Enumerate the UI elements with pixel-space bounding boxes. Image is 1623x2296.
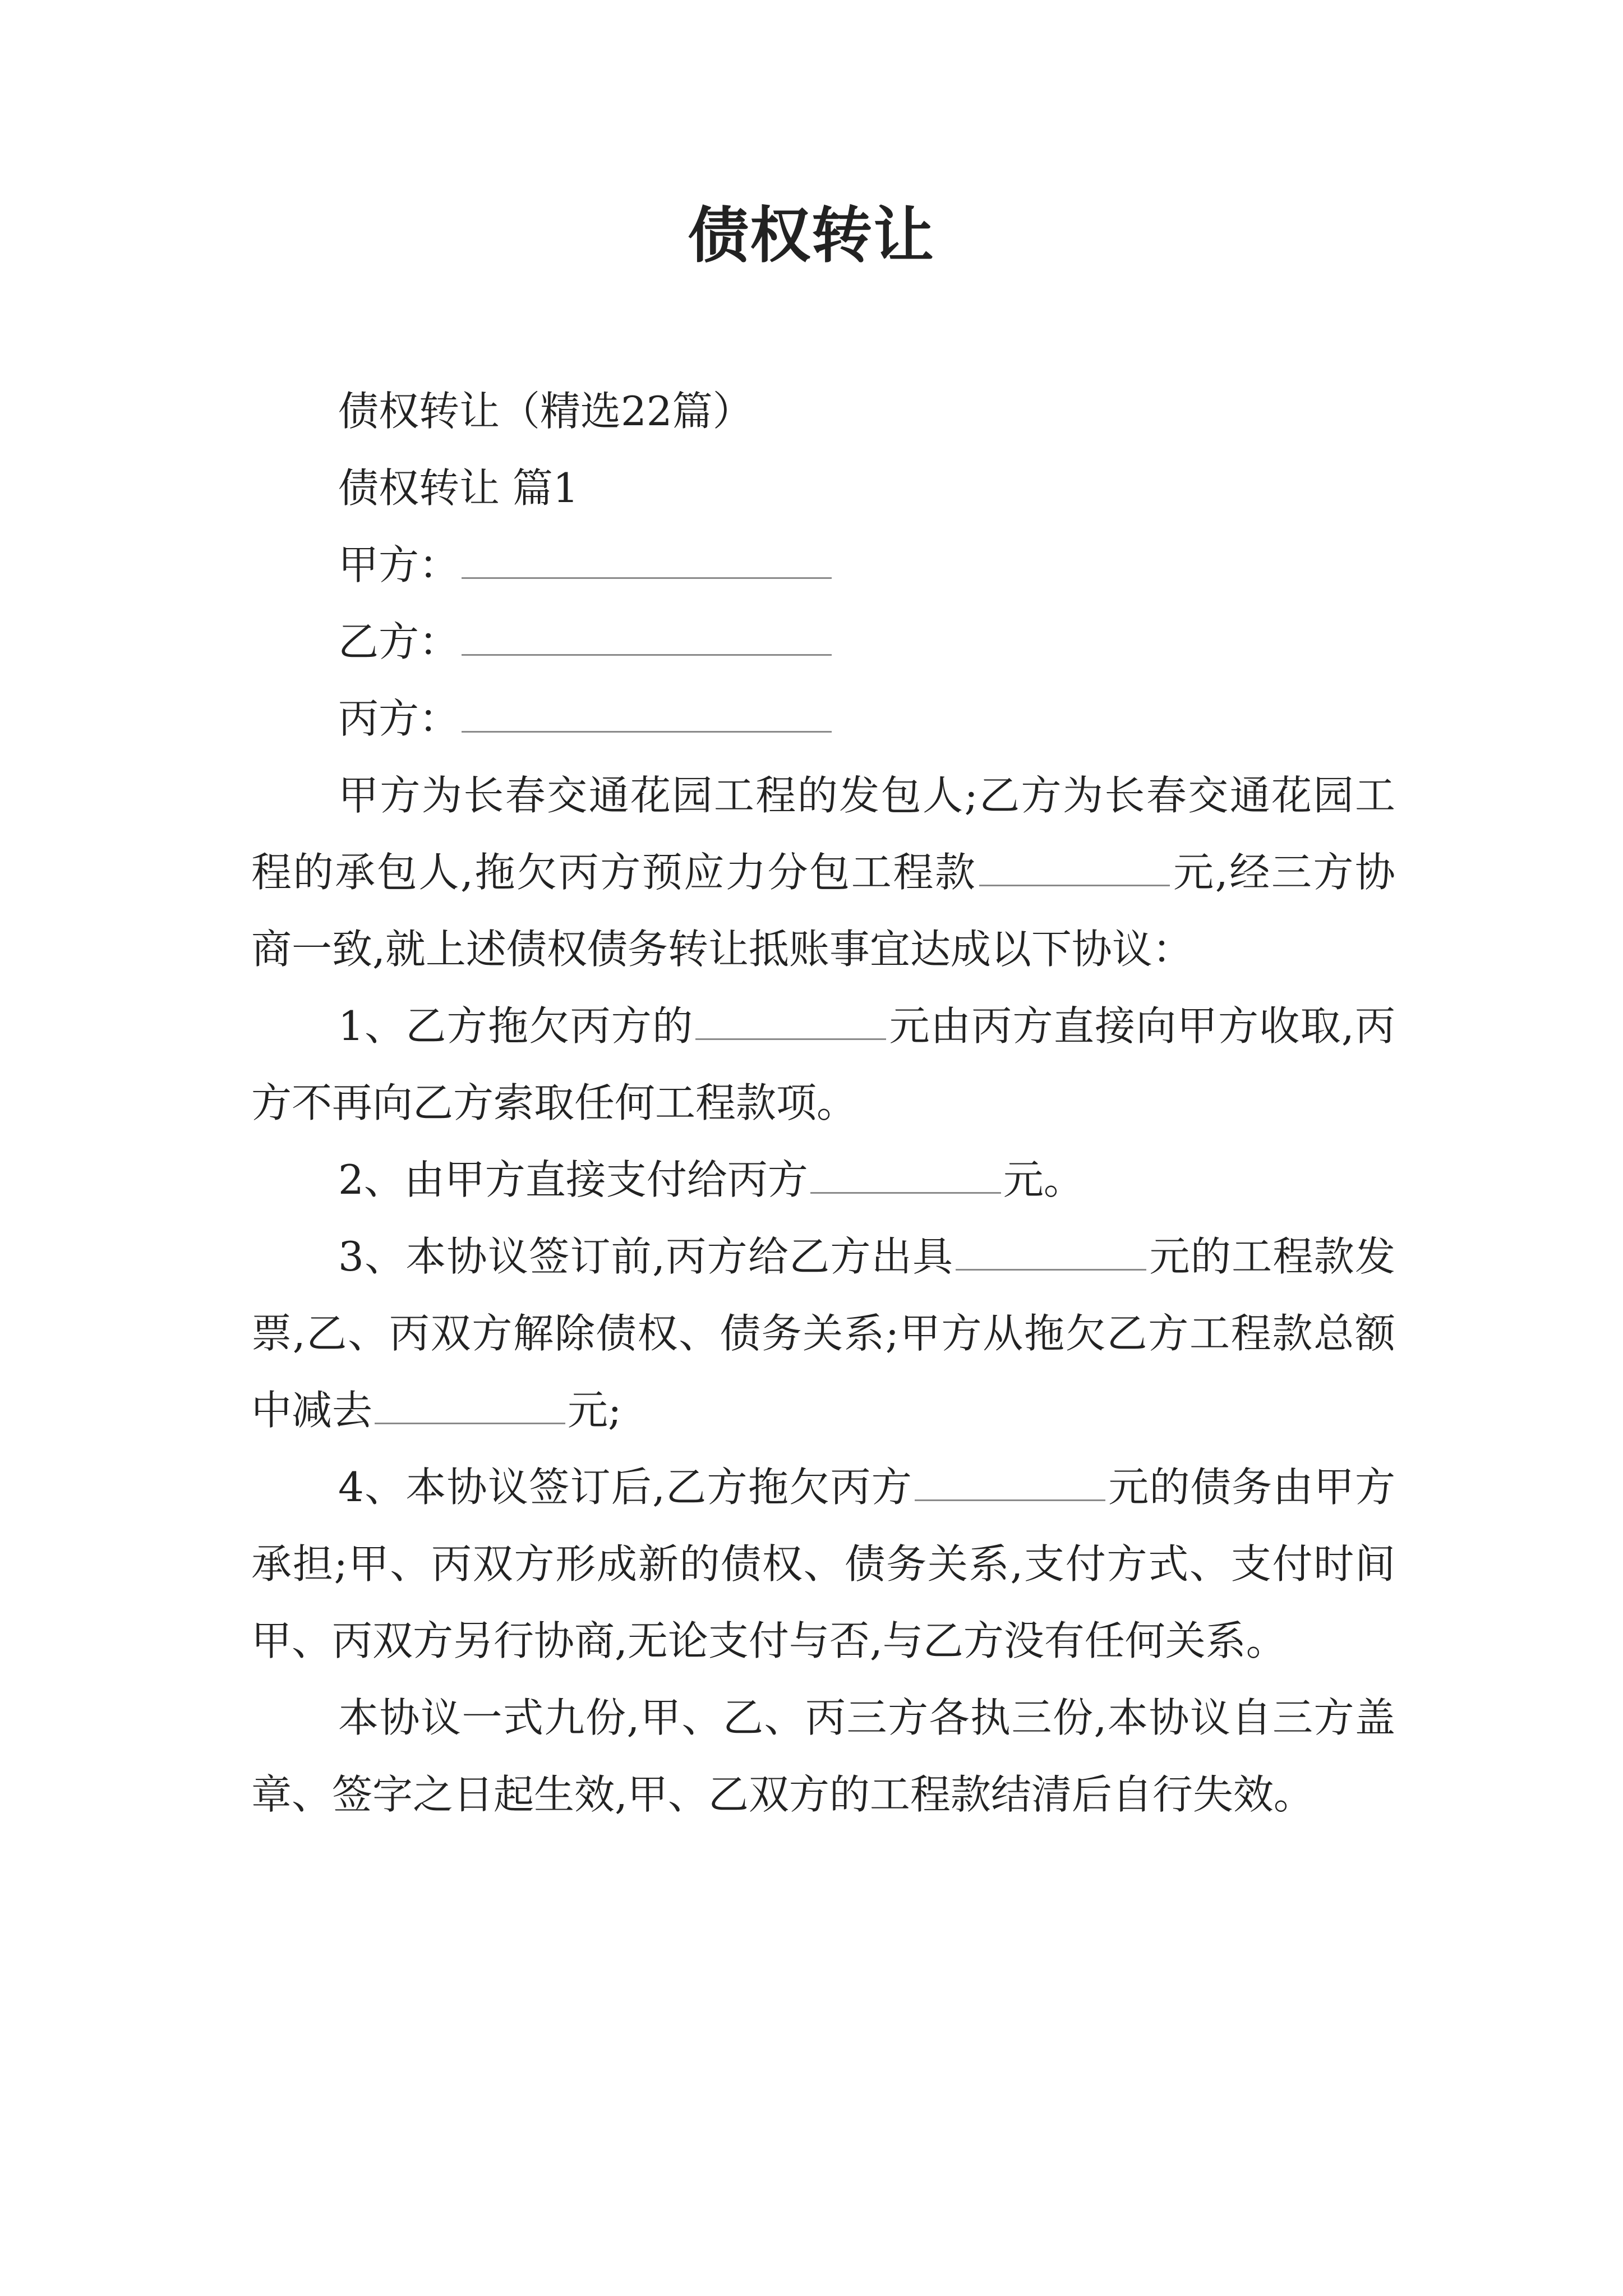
party-a-label: 甲方： xyxy=(338,541,460,588)
intro-paragraph xyxy=(251,757,1395,988)
party-c-blank xyxy=(462,730,832,733)
clause-1-text-2: 元由丙方直接向甲方收取,丙方不再向乙方索取任何工程款项。 xyxy=(251,1002,1395,1126)
clause-3-text-2: 元的工程款发票,乙、丙双方解除债权、债务关系;甲方从拖欠乙方工程款总额中减去 xyxy=(251,1233,1395,1434)
intro-amount-blank xyxy=(979,884,1170,886)
clause-4-blank xyxy=(915,1499,1105,1501)
party-a-blank xyxy=(462,577,832,579)
document-subtitle: 债权转让（精选22篇） xyxy=(338,388,753,435)
party-c-line xyxy=(251,680,1395,757)
document-title: 债权转让 xyxy=(688,200,935,271)
party-c-label: 丙方： xyxy=(338,695,460,742)
clause-2-blank xyxy=(810,1191,1001,1194)
party-b-blank xyxy=(462,654,832,656)
document-body xyxy=(251,373,1395,1833)
intro-text-1: 甲方为长春交通花园工程的发包人;乙方为长春交通花园工程的承包人,拖欠丙方预应力分包工程款 xyxy=(251,772,1395,896)
clause-3-text-3: 元; xyxy=(568,1387,622,1434)
clause-4-text-2: 元的债务由甲方承担;甲、丙双方形成新的债权、债务关系,支付方式、支付时间甲、丙双方另行协商,无论支付与否,与乙方没有任何关系。 xyxy=(251,1464,1395,1664)
clause-2 xyxy=(251,1142,1395,1218)
clause-1-blank xyxy=(695,1038,886,1040)
closing-paragraph: 本协议一式九份,甲、乙、丙三方各执三份,本协议自三方盖章、签字之日起生效,甲、乙双方的工程款结清后自行失效。 xyxy=(251,1694,1395,1818)
clause-4 xyxy=(251,1449,1395,1680)
intro-text-2: 元,经三方协商一致,就上述债权债务转让抵账事宜达成以下协议： xyxy=(251,849,1396,973)
clause-2-text-2: 元。 xyxy=(1003,1156,1084,1203)
clause-3-blank-2 xyxy=(375,1422,565,1424)
clause-1 xyxy=(251,988,1395,1142)
party-b-label: 乙方： xyxy=(338,618,460,665)
clause-4-text-1: 4、本协议签订后,乙方拖欠丙方 xyxy=(338,1464,912,1511)
party-a-line xyxy=(251,527,1395,604)
party-b-line xyxy=(251,604,1395,680)
clause-2-text-1: 2、由甲方直接支付给丙方 xyxy=(338,1156,808,1203)
section-heading: 债权转让 篇1 xyxy=(338,464,579,512)
clause-3 xyxy=(251,1218,1395,1449)
clause-3-blank-1 xyxy=(956,1268,1146,1271)
clause-3-text-1: 3、本协议签订前,丙方给乙方出具 xyxy=(338,1233,954,1280)
clause-1-text-1: 1、乙方拖欠丙方的 xyxy=(338,1002,694,1050)
